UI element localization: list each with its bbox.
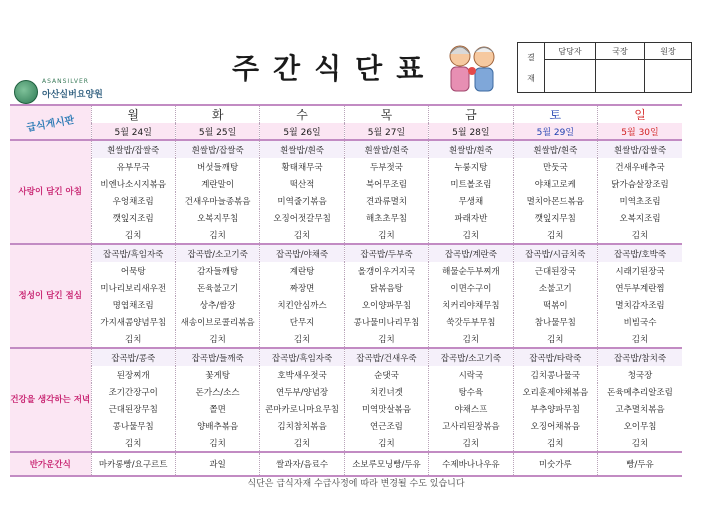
date-cell: 5월 30일 bbox=[598, 123, 682, 140]
approval-label: 결 재 bbox=[518, 43, 545, 93]
menu-item: 김치 bbox=[260, 434, 344, 452]
menu-item: 상추/쌈장 bbox=[175, 296, 259, 313]
date-cell: 5월 26일 bbox=[260, 123, 344, 140]
menu-row bbox=[10, 330, 682, 348]
menu-row bbox=[10, 158, 682, 175]
menu-item: 김치 bbox=[91, 330, 175, 348]
menu-item: 흰쌀밥/잡쌀죽 bbox=[175, 140, 259, 158]
menu-item: 김치 bbox=[344, 434, 428, 452]
menu-item: 김치 bbox=[91, 434, 175, 452]
menu-row bbox=[10, 262, 682, 279]
approval-manager-sign bbox=[545, 60, 596, 93]
day-header-row bbox=[10, 105, 682, 123]
menu-item: 잡곡밥/콩죽 bbox=[91, 348, 175, 366]
menu-item: 건새우마늘종볶음 bbox=[175, 192, 259, 209]
date-cell: 5월 28일 bbox=[429, 123, 513, 140]
menu-item: 단무지 bbox=[260, 313, 344, 330]
menu-item: 근대된장무침 bbox=[91, 400, 175, 417]
day-header: 목 bbox=[344, 105, 428, 123]
menu-item: 두부젓국 bbox=[344, 158, 428, 175]
menu-item: 흰쌀밥/흰죽 bbox=[429, 140, 513, 158]
elderly-couple-illustration bbox=[442, 40, 502, 96]
menu-item: 잡곡밥/들깨죽 bbox=[175, 348, 259, 366]
board-label-text: 급식게시판 bbox=[25, 114, 76, 135]
board-label bbox=[10, 105, 91, 140]
snack-item: 마카롱빵/요구르트 bbox=[91, 452, 175, 476]
menu-row bbox=[10, 348, 682, 366]
menu-row bbox=[10, 209, 682, 226]
menu-item: 소불고기 bbox=[513, 279, 597, 296]
menu-item: 김치 bbox=[598, 330, 682, 348]
menu-item: 잡곡밥/계란죽 bbox=[429, 244, 513, 262]
menu-item: 우엉채조림 bbox=[91, 192, 175, 209]
logo-subtitle: ASANSILVER bbox=[42, 78, 89, 85]
menu-row bbox=[10, 279, 682, 296]
menu-item: 돈육불고기 bbox=[175, 279, 259, 296]
menu-item: 김치 bbox=[429, 434, 513, 452]
menu-item: 잡곡밥/야채죽 bbox=[260, 244, 344, 262]
menu-item: 김치 bbox=[429, 330, 513, 348]
menu-item: 오리훈제야채볶음 bbox=[513, 383, 597, 400]
menu-item: 김치참치볶음 bbox=[260, 417, 344, 434]
menu-item: 깻잎지조림 bbox=[91, 209, 175, 226]
menu-item: 참나물무침 bbox=[513, 313, 597, 330]
menu-row bbox=[10, 175, 682, 192]
menu-item: 미역맛살볶음 bbox=[344, 400, 428, 417]
weekly-menu-table bbox=[10, 104, 682, 477]
menu-item: 잡곡밥/흑임자죽 bbox=[91, 244, 175, 262]
menu-row bbox=[10, 366, 682, 383]
menu-item: 시락국 bbox=[429, 366, 513, 383]
menu-item: 조기간장구이 bbox=[91, 383, 175, 400]
approval-manager-label: 담당자 bbox=[545, 43, 596, 60]
menu-item: 콩나물미나리무침 bbox=[344, 313, 428, 330]
menu-item: 돈가스/소스 bbox=[175, 383, 259, 400]
menu-item: 김치 bbox=[175, 434, 259, 452]
menu-item: 돈육메추리알조림 bbox=[598, 383, 682, 400]
menu-item: 김치 bbox=[513, 330, 597, 348]
menu-item: 김치 bbox=[344, 226, 428, 244]
logo-name: 아산실버요양원 bbox=[42, 90, 103, 100]
menu-item: 미나리보리새우전 bbox=[91, 279, 175, 296]
menu-item: 흰쌀밥/잡쌀죽 bbox=[91, 140, 175, 158]
menu-item: 김치 bbox=[598, 434, 682, 452]
menu-item: 김치 bbox=[260, 330, 344, 348]
meal-label: 건강을 생각하는 저녁 bbox=[10, 348, 91, 452]
menu-item: 유부무국 bbox=[91, 158, 175, 175]
menu-item: 오징어채볶음 bbox=[513, 417, 597, 434]
menu-item: 누룽지탕 bbox=[429, 158, 513, 175]
snack-row bbox=[10, 452, 682, 476]
day-header: 금 bbox=[429, 105, 513, 123]
menu-item: 야채고로케 bbox=[513, 175, 597, 192]
approval-head-label: 원장 bbox=[645, 43, 692, 60]
logo bbox=[14, 78, 124, 106]
date-cell: 5월 29일 bbox=[513, 123, 597, 140]
menu-item: 닭가슴살장조림 bbox=[598, 175, 682, 192]
logo-emblem-icon bbox=[14, 80, 38, 104]
menu-item: 잡곡밥/타락죽 bbox=[513, 348, 597, 366]
menu-row bbox=[10, 140, 682, 158]
snack-item: 과일 bbox=[175, 452, 259, 476]
menu-item: 비빔국수 bbox=[598, 313, 682, 330]
menu-item: 치킨안심까스 bbox=[260, 296, 344, 313]
menu-item: 흰쌀밥/흰죽 bbox=[260, 140, 344, 158]
menu-item: 쑥갓두부무침 bbox=[429, 313, 513, 330]
menu-item: 잡곡밥/두부죽 bbox=[344, 244, 428, 262]
menu-row bbox=[10, 244, 682, 262]
meal-label: 정성이 담긴 점심 bbox=[10, 244, 91, 348]
menu-item: 쫄면 bbox=[175, 400, 259, 417]
menu-item: 잡곡밥/흑임자죽 bbox=[260, 348, 344, 366]
menu-item: 닭볶음탕 bbox=[344, 279, 428, 296]
menu-item: 잡곡밥/호박죽 bbox=[598, 244, 682, 262]
menu-item: 김치 bbox=[429, 226, 513, 244]
menu-item: 김치 bbox=[344, 330, 428, 348]
menu-item: 연두부계란찜 bbox=[598, 279, 682, 296]
menu-item: 연근조림 bbox=[344, 417, 428, 434]
menu-item: 명엽채조림 bbox=[91, 296, 175, 313]
menu-item: 멸치감자조림 bbox=[598, 296, 682, 313]
menu-row bbox=[10, 417, 682, 434]
menu-item: 짜장면 bbox=[260, 279, 344, 296]
menu-item: 시래기된장국 bbox=[598, 262, 682, 279]
menu-item: 해물순두부찌개 bbox=[429, 262, 513, 279]
menu-item: 김치 bbox=[260, 226, 344, 244]
menu-row bbox=[10, 383, 682, 400]
menu-item: 김치 bbox=[175, 330, 259, 348]
menu-item: 콩나물무침 bbox=[91, 417, 175, 434]
day-header: 월 bbox=[91, 105, 175, 123]
menu-item: 미역줄기볶음 bbox=[260, 192, 344, 209]
menu-item: 흰쌀밥/흰죽 bbox=[344, 140, 428, 158]
menu-item: 잡곡밥/참치죽 bbox=[598, 348, 682, 366]
menu-item: 어묵탕 bbox=[91, 262, 175, 279]
menu-item: 고사리된장볶음 bbox=[429, 417, 513, 434]
menu-row bbox=[10, 434, 682, 452]
menu-item: 탕수육 bbox=[429, 383, 513, 400]
menu-item: 콘마카로니마요무침 bbox=[260, 400, 344, 417]
menu-row bbox=[10, 226, 682, 244]
menu-item: 오이양파무침 bbox=[344, 296, 428, 313]
menu-item: 된장찌개 bbox=[91, 366, 175, 383]
menu-item: 근대된장국 bbox=[513, 262, 597, 279]
menu-item: 감자들깨탕 bbox=[175, 262, 259, 279]
menu-item: 떡볶이 bbox=[513, 296, 597, 313]
menu-item: 오이무침 bbox=[598, 417, 682, 434]
menu-item: 잡곡밥/건새우죽 bbox=[344, 348, 428, 366]
menu-item: 야채스프 bbox=[429, 400, 513, 417]
snack-item: 쌀과자/음료수 bbox=[260, 452, 344, 476]
menu-item: 치커리야채무침 bbox=[429, 296, 513, 313]
menu-item: 미트볼조림 bbox=[429, 175, 513, 192]
menu-item: 치킨너겟 bbox=[344, 383, 428, 400]
menu-item: 파래자반 bbox=[429, 209, 513, 226]
date-cell: 5월 25일 bbox=[175, 123, 259, 140]
menu-item: 올갱이우거지국 bbox=[344, 262, 428, 279]
menu-item: 김치 bbox=[513, 434, 597, 452]
menu-item: 잡곡밥/소고기죽 bbox=[429, 348, 513, 366]
menu-item: 흰쌀밥/잡쌀죽 bbox=[598, 140, 682, 158]
menu-item: 비엔나소시지볶음 bbox=[91, 175, 175, 192]
menu-item: 오복지조림 bbox=[598, 209, 682, 226]
menu-item: 무생채 bbox=[429, 192, 513, 209]
date-cell: 5월 24일 bbox=[91, 123, 175, 140]
menu-item: 견과류멸치 bbox=[344, 192, 428, 209]
snack-label: 반가운간식 bbox=[10, 452, 91, 476]
menu-item: 버섯들깨탕 bbox=[175, 158, 259, 175]
menu-row bbox=[10, 192, 682, 209]
menu-row bbox=[10, 296, 682, 313]
menu-item: 잡곡밥/소고기죽 bbox=[175, 244, 259, 262]
day-header: 일 bbox=[598, 105, 682, 123]
snack-item: 수제바나나우유 bbox=[429, 452, 513, 476]
approval-director-label: 국장 bbox=[596, 43, 645, 60]
menu-item: 순댓국 bbox=[344, 366, 428, 383]
approval-director-sign bbox=[596, 60, 645, 93]
date-row bbox=[10, 123, 682, 140]
menu-item: 부추양파무침 bbox=[513, 400, 597, 417]
menu-item: 해초초무침 bbox=[344, 209, 428, 226]
snack-item: 소보루모닝빵/두유 bbox=[344, 452, 428, 476]
menu-item: 계란말이 bbox=[175, 175, 259, 192]
menu-item: 김치 bbox=[513, 226, 597, 244]
meal-label: 사랑이 담긴 아침 bbox=[10, 140, 91, 244]
day-header: 화 bbox=[175, 105, 259, 123]
page-title: 주간식단표 bbox=[232, 52, 438, 85]
menu-item: 고추멸치볶음 bbox=[598, 400, 682, 417]
menu-row bbox=[10, 400, 682, 417]
menu-item: 연두부/양념장 bbox=[260, 383, 344, 400]
date-cell: 5월 27일 bbox=[344, 123, 428, 140]
menu-item: 떡산적 bbox=[260, 175, 344, 192]
footer-note: 식단은 급식자재 수급사정에 따라 변경될 수도 있습니다 bbox=[247, 479, 465, 489]
approval-box bbox=[517, 42, 692, 93]
menu-item: 가지새콤양념무침 bbox=[91, 313, 175, 330]
menu-row bbox=[10, 313, 682, 330]
menu-item: 황태채무국 bbox=[260, 158, 344, 175]
day-header: 수 bbox=[260, 105, 344, 123]
menu-item: 김치 bbox=[91, 226, 175, 244]
approval-head-sign bbox=[645, 60, 692, 93]
menu-item: 꽃게탕 bbox=[175, 366, 259, 383]
menu-item: 오징어젓갈무침 bbox=[260, 209, 344, 226]
snack-item: 빵/두유 bbox=[598, 452, 682, 476]
menu-item: 호박새우젓국 bbox=[260, 366, 344, 383]
menu-item: 이면수구이 bbox=[429, 279, 513, 296]
menu-item: 오복지무침 bbox=[175, 209, 259, 226]
menu-item: 멸치아몬드볶음 bbox=[513, 192, 597, 209]
menu-item: 깻잎지무침 bbox=[513, 209, 597, 226]
menu-item: 만둣국 bbox=[513, 158, 597, 175]
menu-item: 계란탕 bbox=[260, 262, 344, 279]
menu-item: 흰쌀밥/흰죽 bbox=[513, 140, 597, 158]
menu-item: 북어무조림 bbox=[344, 175, 428, 192]
menu-item: 김치 bbox=[598, 226, 682, 244]
menu-item: 미역초조림 bbox=[598, 192, 682, 209]
menu-item: 잡곡밥/시금치죽 bbox=[513, 244, 597, 262]
menu-item: 건새우배추국 bbox=[598, 158, 682, 175]
menu-item: 양배추볶음 bbox=[175, 417, 259, 434]
day-header: 토 bbox=[513, 105, 597, 123]
menu-item: 김치콩나물국 bbox=[513, 366, 597, 383]
snack-item: 미숫가루 bbox=[513, 452, 597, 476]
menu-item: 김치 bbox=[175, 226, 259, 244]
menu-item: 새송이브로콜리볶음 bbox=[175, 313, 259, 330]
menu-item: 청국장 bbox=[598, 366, 682, 383]
